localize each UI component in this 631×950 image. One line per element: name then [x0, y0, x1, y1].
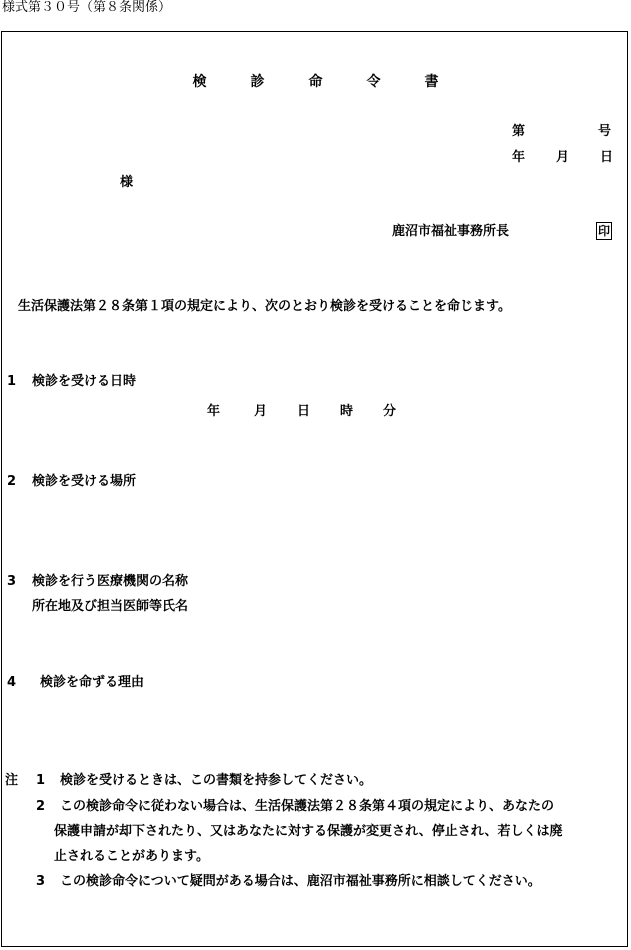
note-3-text: この検診命令について疑問がある場合は、鹿沼市福祉事務所に相談してください。 [60, 874, 541, 889]
title-char: 書 [424, 74, 439, 90]
date-year: 年 [512, 150, 526, 165]
item-3-number: 3 [7, 574, 17, 589]
item-2-number: 2 [7, 474, 17, 489]
recipient-suffix: 様 [120, 175, 134, 190]
datetime-month: 月 [254, 404, 268, 419]
document-no-prefix: 第 [512, 124, 526, 139]
title-char: 命 [308, 74, 323, 90]
document-title [0, 74, 631, 90]
item-1-label: 検診を受ける日時 [32, 374, 137, 389]
note-2-text-line1: この検診命令に従わない場合は、生活保護法第２８条第４項の規定により、あなたの [60, 799, 555, 814]
datetime-hour: 時 [340, 404, 354, 419]
title-char: 検 [192, 74, 207, 90]
note-1-text: 検診を受けるときは、この書類を持参してください。 [60, 773, 373, 788]
note-2-text-line2: 保護申請が却下されたり、又はあなたに対する保護が変更され、停止され、若しくは廃 [54, 824, 563, 839]
issuer-name: 鹿沼市福祉事務所長 [392, 224, 510, 239]
item-4-label: 検診を命ずる理由 [40, 675, 145, 690]
item-4-number: 4 [7, 675, 17, 690]
item-2-label: 検診を受ける場所 [32, 474, 137, 489]
item-3-label: 検診を行う医療機関の名称 [32, 574, 189, 589]
body-text: 生活保護法第２８条第１項の規定により、次のとおり検診を受けることを命じます。 [18, 299, 511, 314]
title-char: 診 [250, 74, 265, 90]
seal-mark: 印 [597, 224, 610, 238]
title-char: 令 [366, 74, 381, 90]
note-1-number: 1 [36, 773, 46, 788]
item-3-label-line2: 所在地及び担当医師等氏名 [32, 599, 189, 614]
date-day: 日 [600, 150, 614, 165]
form-number: 様式第３０号（第８条関係） [2, 0, 172, 15]
datetime-minute: 分 [383, 404, 397, 419]
notes-prefix: 注 [5, 773, 19, 788]
date-month: 月 [556, 150, 570, 165]
datetime-year: 年 [207, 404, 221, 419]
note-2-number: 2 [36, 799, 46, 814]
item-1-number: 1 [7, 374, 17, 389]
datetime-day: 日 [297, 404, 311, 419]
document-no-suffix: 号 [598, 124, 612, 139]
note-3-number: 3 [36, 874, 46, 889]
note-2-text-line3: 止されることがあります。 [54, 849, 209, 864]
